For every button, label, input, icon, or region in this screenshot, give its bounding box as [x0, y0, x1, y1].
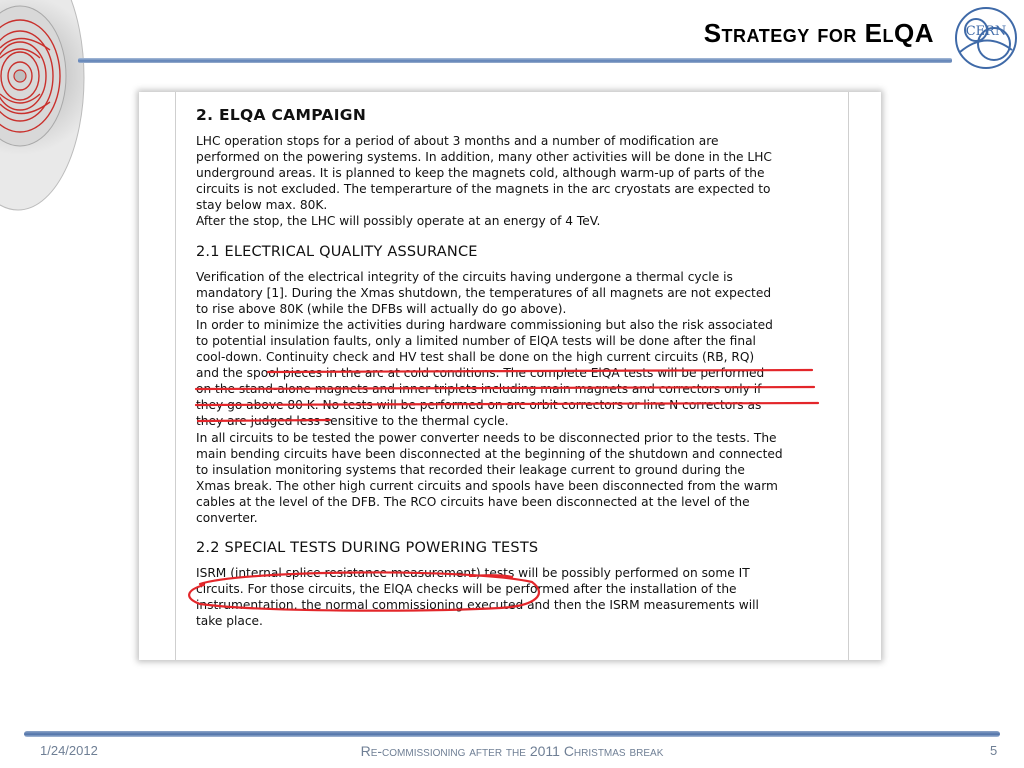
- special-tests-paragraph: [196, 565, 836, 629]
- text-line: stay below max. 80K.: [196, 198, 328, 213]
- text-line: main bending circuits have been disconnected at the beginning of the shutdown and connected: [196, 446, 783, 461]
- subsection-heading-electrical-qa: 2.1 ELECTRICAL QUALITY ASSURANCE: [196, 243, 478, 260]
- document-excerpt: [139, 92, 881, 660]
- text-line: instrumentation, the normal commissioning executed and then the ISRM measurements will: [196, 598, 759, 613]
- text-line: mandatory [1]. During the Xmas shutdown, the temperatures of all magnets are not expected: [196, 285, 772, 300]
- section-heading-elqa-campaign: 2. ELQA CAMPAIGN: [196, 106, 367, 124]
- electrical-qa-paragraph: [196, 269, 836, 527]
- text-line: After the stop, the LHC will possibly operate at an energy of 4 TeV.: [196, 214, 601, 229]
- text-line: cool-down. Continuity check and HV test shall be done on the high current circuits (RB, RQ): [196, 350, 755, 365]
- page-margin-line-left: [175, 92, 176, 660]
- document-body: [196, 106, 836, 629]
- text-line: on the stand-alone magnets and inner triplets including main magnets and correctors only if: [196, 382, 762, 397]
- slide-title: Strategy for ElQA: [703, 18, 934, 48]
- text-line: LHC operation stops for a period of about 3 months and a number of modification are: [196, 134, 719, 148]
- text-line: Verification of the electrical integrity of the circuits having undergone a thermal cycle is: [196, 269, 733, 284]
- text-line: In order to minimize the activities during hardware commissioning but also the risk associated: [196, 317, 773, 332]
- text-line: and the spool pieces in the arc at cold conditions. The complete ElQA tests will be performed: [196, 366, 765, 381]
- magnet-cross-section-graphic: [0, 0, 90, 220]
- title-divider: [78, 58, 952, 63]
- text-line: to rise above 80K (while the DFBs will actually do go above).: [196, 301, 567, 316]
- text-line: to potential insulation faults, only a limited number of ElQA tests will be done after the final: [196, 333, 756, 348]
- slide-number: 5: [990, 743, 998, 758]
- footer-date: 1/24/2012: [40, 743, 98, 758]
- footer-divider: [24, 731, 1000, 737]
- page-margin-line-right: [848, 92, 849, 660]
- cern-logo-text: CERN: [965, 24, 1007, 39]
- text-line: ISRM (internal splice resistance measurement) tests will be possibly performed on some IT: [196, 566, 750, 581]
- text-line: they are judged less sensitive to the thermal cycle.: [196, 414, 509, 429]
- text-line: Xmas break. The other high current circuits and spools have been disconnected from the warm: [196, 478, 778, 493]
- text-line: performed on the powering systems. In addition, many other activities will be done in the LHC: [196, 150, 772, 165]
- text-line: to insulation monitoring systems that recorded their leakage current to ground during the: [196, 462, 745, 477]
- text-line: cables at the level of the DFB. The RCO circuits have been disconnected at the level of the: [196, 494, 750, 509]
- subsection-heading-special-tests: 2.2 SPECIAL TESTS DURING POWERING TESTS: [196, 540, 539, 557]
- text-line: take place.: [196, 614, 263, 629]
- footer-presentation-title: Re-commissioning after the 2011 Christmas break: [360, 743, 664, 759]
- text-line: converter.: [196, 510, 258, 525]
- text-line: circuits is not excluded. The temperarture of the magnets in the arc cryostats are expected to: [196, 182, 771, 197]
- cern-logo: [950, 2, 1022, 74]
- text-line: In all circuits to be tested the power converter needs to be disconnected prior to the tests. The: [196, 430, 777, 445]
- text-line: they go above 80 K. No tests will be performed on arc orbit correctors or line N correctors as: [196, 398, 762, 413]
- intro-paragraph: [196, 133, 836, 230]
- text-line: underground areas. It is planned to keep the magnets cold, although warm-up of parts of the: [196, 166, 765, 181]
- text-line: circuits. For those circuits, the ElQA checks will be performed after the installation of the: [196, 582, 737, 597]
